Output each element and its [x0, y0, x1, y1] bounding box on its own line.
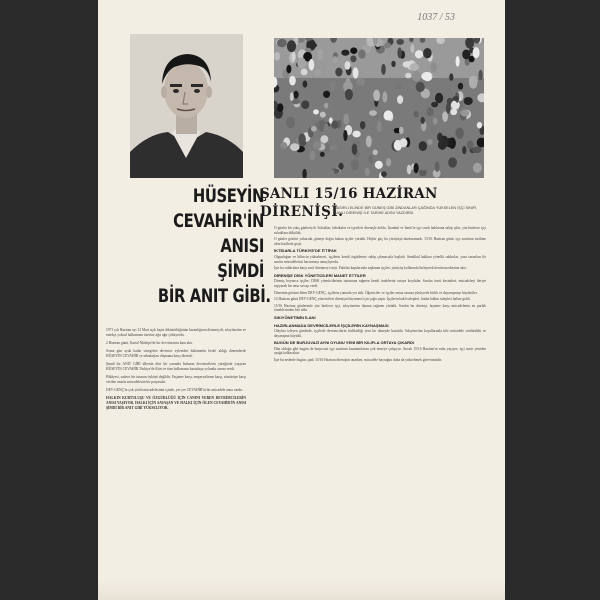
left-headline-line: BİR ANIT GİBİ. — [157, 285, 271, 307]
paragraph: İşte bu nedenle bugün, şanlı 15/16 Haziran direnişini anarken, mücadele bayrağını daha da yükseltmek görevimizdir. — [274, 358, 442, 363]
paragraph: DEV-GENÇ'in çok yönlü mücadelesinin içinde, yer yer CEVAHİR'in bir mücadele anısı vardır. — [106, 388, 244, 392]
crowd-illustration — [274, 38, 484, 178]
paper-edge — [98, 580, 505, 600]
section-heading: İKTİDARLA TÜRKİYE'DE İTTİFAK — [274, 248, 337, 254]
paragraph: Olgunluğun ve bilincin yükselmesi, işçilerin kendi örgütlerine sahip çıkmasıyla başladı. Sendikal haklara yönelik saldırılar, yasa tasarıları ile sınıfın mücadelesini bastırmayı amaçlıyordu. — [274, 254, 486, 264]
left-body-text — [106, 328, 246, 414]
paragraph: Hikâyesi, sadece bir insanın öyküsü değildir. Faşizme karşı, emperyalizme karşı, sömürüye karşı verilen onurlu mücadelenin bir parçasıdır. — [106, 375, 246, 384]
closing-paragraph: HALKIN KURTULUŞU VE ÖZGÜRLÜĞÜ İÇİN CANINI VEREN DEVRİMCİLERİN ANISI YAŞIYOR. HALKI İÇİN SAVAŞAN VE HALKI İÇİN ÖLEN CEVAHİR'İN ANISI ŞİMDİ BİR ANIT GİBİ YÜKSELİYOR. — [106, 396, 246, 410]
right-headline — [260, 186, 500, 220]
portrait-photo — [130, 34, 243, 178]
right-headline-subtitle: DİRENİŞİ. — [260, 204, 344, 220]
paragraph: Direniş boyunca işçiler, DİSK yöneticilerinin tutumuna rağmen kendi iradelerini ortaya koydular. Sınıfın öncü kesimleri, mücadeleyi ileriye taşıyarak bir onur savaşı verdi. — [274, 279, 486, 288]
paragraph: 14 Haziran günü DEV-GENÇ yöneticileri direnişin büyümesi için çağrı yaptı. İşçilerin haklı talepleri, bütün halkın talepleri haline geldi. — [274, 297, 471, 302]
left-headline-line: CEVAHİR'İN — [173, 210, 264, 232]
right-intro-text: NASIRLI ELİNDE BİR GÜNEŞ GİBİ ZİNDANLAR ÇAĞINDA YÜKSELEN İŞÇİ SINIFI, ŞANLI DİRENİŞİ İLE TARİHE ADINI YAZDIRDI. — [334, 206, 478, 215]
right-body-text — [274, 226, 486, 365]
leaflet-page — [98, 0, 505, 600]
right-headline-title: ŞANLI 15/16 HAZİRAN — [260, 186, 438, 202]
paragraph: Şimdi bir ANIT GİBİ ülkenin dört bir yanında bulunan devrimcilerin yüreğinde yaşayan HÜSEYİN CEVAHİR Türkiye'de Kürt ve tüm halkımızın kurtuluşu yolunda canını verdi. — [106, 362, 246, 371]
paragraph: Olayları izleyen günlerde, işçilerle devrimcilerin birlikteliği yeni bir düzeyde kuruldu. Sıkıyönetim koşullarında bile mücadele sürdürüldü ve dayanışma büyüdü. — [274, 329, 486, 338]
paragraph: İşte bu saldırılara karşı sınıf direnmeyi seçti. Fabrika kapılarında toplanan işçiler, yürüyüş kollarında birleşerek kentin merkezine aktı. — [274, 266, 467, 271]
paragraph: O günler bir yıkış günleriydi. Sokaklar, fabrikalar ve işyerleri direnişle doldu. İstanbul ve İzmit'te işçi sınıfı haklarına sahip çıktı; yüz binlerce işçi sokaklara döküldü. — [274, 226, 486, 235]
left-headline-line: HÜSEYİN — [192, 185, 264, 207]
left-headline-line: ANISI — [220, 235, 264, 257]
left-headline — [157, 184, 271, 309]
section-heading: BUGÜN DE BURJUVAZİ AYNI OYUNU YENİ BİR KILIFLA ORTAYA ÇIKARDI — [274, 340, 415, 346]
paragraph: 2 Haziran günü, Kartal Maltepe'de bir devrimcinin kanı aktı. — [106, 341, 194, 345]
section-heading: SIKIYÖNETİMİN İLANI — [274, 314, 316, 320]
handwritten-archive-note: 1037 / 53 — [417, 12, 455, 23]
paragraph: Sonra gün ayda kadar süregelen devrimci eylemleri hükümetin hedef aldığı dönemlerde HÜSEYİN CEVAHİR ve arkadaşları düşmana karşı direndi. — [106, 349, 246, 358]
portrait-illustration — [130, 34, 243, 178]
crowd-photo — [274, 38, 484, 178]
paragraph: Dün olduğu gibi bugün de burjuvazi işçi sınıfının kazanımlarını yok etmeye çalışıyor. Ancak 15/16 Haziran'ın ruhu yaşıyor; işçi sınıfı yeniden ayağa kalkacaktır. — [274, 346, 486, 356]
left-headline-line: ŞİMDİ — [217, 260, 264, 282]
paragraph: 15/16 Haziran günlerinde yüz binlerce işçi, sıkıyönetim ilanına rağmen yürüdü. Sınıfın bu direnişi, faşizme karşı mücadelenin en parlak örneklerinden biri oldu. — [274, 303, 486, 313]
section-heading: HAZIRLANMADA DEVRİMCİLERLE İŞÇİLERİN KAYNAŞMASI — [274, 322, 389, 328]
section-heading: DİRENİŞE DİSK YÖNETİCİLERİ MANET ETTİLER — [274, 272, 366, 278]
paragraph: Dönemin gücünü bilen DEV-GENÇ, işçilerin yanında yer aldı. Öğrenciler ve işçiler omuz omuza yürüyerek birlik ve dayanışmayı büyüttüler. — [274, 290, 478, 295]
paragraph: 1971 yılı Haziran ayı 12 Mart açık faşist diktatörlüğünün karanlığının dönemiydi; sıkıyönetim ve emekçi yoksul halkımızın üzerine ağır ağır çöküyordu. — [106, 328, 246, 337]
paragraph: O günler gözleri yukarıda, güneşe doğru bakan işçiler yürüdü. Hiçbir güç bu yürüyüşü durduramadı. 15/16 Haziran günü, işçi sınıfının tarihine altın harflerle geçti. — [274, 237, 486, 246]
